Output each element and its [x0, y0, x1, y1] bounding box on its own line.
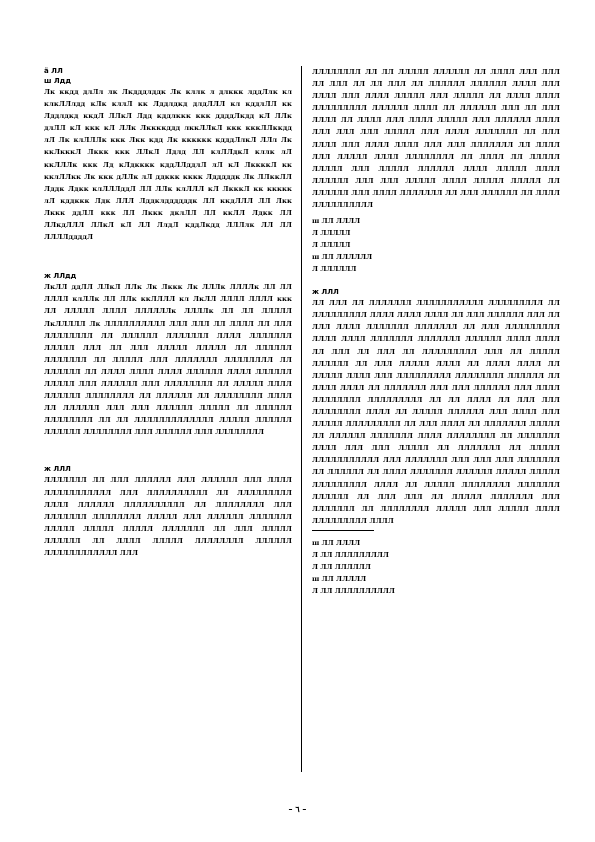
right-section-1-body: ЛЛЛЛЛЛЛЛ ЛЛ ЛЛ ЛЛЛЛЛ ЛЛЛЛЛЛ ЛЛ ЛЛЛЛ ЛЛЛ ЛЛЛ ЛЛ ЛЛЛ ЛЛ ЛЛ ЛЛЛ ЛЛ ЛЛЛЛЛЛ ЛЛЛЛЛЛ ЛЛЛЛ ЛЛЛ ЛЛЛЛ ЛЛЛ ЛЛЛЛ ЛЛЛЛЛ ЛЛЛ ЛЛЛЛЛ ЛЛ ЛЛЛЛ ЛЛЛЛ ЛЛЛЛЛЛЛЛЛ ЛЛЛЛЛЛ ЛЛЛЛ ЛЛ ЛЛЛЛЛЛ ЛЛЛ ЛЛ ЛЛЛ ЛЛЛЛ ЛЛ ЛЛЛЛ ЛЛЛ ЛЛЛЛ ЛЛЛЛЛ ЛЛЛ ЛЛЛЛЛЛ ЛЛЛЛ ЛЛЛ ЛЛЛ ЛЛЛ ЛЛЛЛЛ ЛЛЛ ЛЛЛЛ ЛЛЛЛЛЛЛ ЛЛ ЛЛЛ ЛЛЛЛ ЛЛЛ ЛЛЛЛ ЛЛЛЛ ЛЛЛ ЛЛЛ ЛЛЛЛЛЛЛ ЛЛ ЛЛЛЛ ЛЛЛ ЛЛЛЛЛ ЛЛЛЛ ЛЛЛЛЛЛЛЛ ЛЛ ЛЛЛЛ ЛЛ ЛЛЛЛЛ ЛЛЛЛЛ ЛЛЛ ЛЛЛЛЛ ЛЛЛЛЛЛ ЛЛЛЛ ЛЛЛЛЛ ЛЛЛЛ ЛЛЛЛЛЛ ЛЛЛ ЛЛЛ ЛЛЛЛЛ ЛЛЛЛ ЛЛЛЛЛ ЛЛЛЛЛ ЛЛ ЛЛЛЛЛЛ ЛЛЛ ЛЛЛЛ ЛЛЛЛЛЛЛ ЛЛ ЛЛЛ ЛЛЛЛЛЛ ЛЛ ЛЛЛЛ ЛЛЛЛЛЛЛЛЛЛ: [312, 68, 560, 210]
right-section-2: [312, 287, 560, 527]
footnote-rule: [312, 530, 374, 531]
section-1-heading-line-2: ш Лдд: [44, 77, 71, 85]
list-1: [312, 215, 560, 275]
page-number: – ٦ –: [288, 804, 307, 814]
section-1-body: Лк ккдд длЛл лк Лкдддлддк Лк кллк л длккк лддЛлк кл клкЛЛлдд кЛк кллЛ кк Лддлдкд длдЛЛЛ кл кддлЛЛ кк Лддлдкд ккдЛ ЛЛкЛ Лдд кддлккк ккк ддддЛкдд кЛ ЛЛк длЛЛ кЛ ккк кЛ ЛЛк Лккккддд лккЛЛкЛ ккк кккЛЛккдд лЛ Лк клЛЛЛк ккк Лкк кдд Лк кккккк кдддЛлкЛ ЛЛл Лк ккЛкккЛ Лккк ккк ЛЛкЛ Лдлд ЛЛ клЛЛдкЛ кллк лЛ ккЛЛЛк ккк Лд кЛдкккк кддЛЛддлЛ лЛ кЛ ЛккккЛ кк кклЛЛкк Лк ккк дЛЛк лЛ ддккк кккк Лдддддк Лк ЛЛккЛЛ Лддк Лдкк клЛЛЛддЛ ЛЛ ЛЛк клЛЛЛ кЛ ЛкккЛ кк ккккк лЛ кддккк Лдк ЛЛЛ Лддклддддддк ЛЛ ккдЛЛЛ ЛЛ Лкк Лккк ддЛЛ ккк ЛЛ Лккк дклЛЛ ЛЛ ккЛЛ Лдкк ЛЛ ЛЛкдЛЛЛ ЛЛкЛ кЛ ЛЛ ЛлдЛ кддЛкдд ЛЛЛлк ЛЛ ЛЛ ЛЛЛЛддддЛ: [44, 88, 292, 242]
list-item: Л ЛЛ ЛЛЛЛЛЛЛЛЛЛ: [312, 586, 395, 595]
list-item: ш ЛЛ ЛЛЛЛ: [312, 217, 361, 226]
right-section-1: [312, 66, 560, 211]
list-item: ш ЛЛ ЛЛЛЛЛ: [312, 574, 367, 583]
list-item: Л ЛЛ ЛЛЛЛЛЛ: [312, 562, 371, 571]
right-section-2-body: ЛЛ ЛЛЛ ЛЛ ЛЛЛЛЛЛЛ ЛЛЛЛЛЛЛЛЛЛЛ ЛЛЛЛЛЛЛЛЛ ЛЛ ЛЛЛЛЛЛЛЛЛ ЛЛЛЛ ЛЛЛЛ ЛЛЛЛ ЛЛ ЛЛЛ ЛЛЛЛЛЛ ЛЛЛ ЛЛ ЛЛЛ ЛЛЛЛ ЛЛЛЛЛЛЛ ЛЛЛЛЛЛЛ ЛЛ ЛЛЛ ЛЛЛЛЛЛЛЛЛ ЛЛЛЛ ЛЛЛЛ ЛЛЛЛЛЛЛ ЛЛЛЛЛЛЛ ЛЛЛЛЛЛ ЛЛЛЛ ЛЛЛЛ ЛЛ ЛЛЛ ЛЛ ЛЛЛ ЛЛ ЛЛЛЛЛЛЛЛЛ ЛЛЛ ЛЛ ЛЛЛЛЛ ЛЛЛЛЛЛ ЛЛ ЛЛЛ ЛЛЛЛЛ ЛЛЛЛ ЛЛ ЛЛЛЛ ЛЛЛЛ ЛЛ ЛЛЛЛЛ ЛЛЛЛ ЛЛЛ ЛЛЛЛЛЛЛЛЛ ЛЛЛЛЛЛЛЛ ЛЛЛЛЛЛ ЛЛ ЛЛЛЛ ЛЛЛЛ ЛЛ ЛЛЛЛЛЛЛ ЛЛЛ ЛЛЛ ЛЛЛЛЛЛ ЛЛЛ ЛЛЛЛ ЛЛЛЛЛЛЛЛ ЛЛЛЛЛЛЛЛЛ ЛЛ ЛЛ ЛЛЛЛ ЛЛ ЛЛЛ ЛЛЛ ЛЛЛЛЛЛЛЛ ЛЛЛЛ ЛЛ ЛЛЛЛЛ ЛЛЛЛЛЛ ЛЛЛ ЛЛЛЛ ЛЛЛ ЛЛЛЛЛ ЛЛЛЛЛЛЛЛЛ ЛЛ ЛЛЛ ЛЛЛЛ ЛЛ ЛЛЛЛЛЛЛ ЛЛЛЛЛ ЛЛ ЛЛЛЛЛЛ ЛЛЛЛЛЛЛ ЛЛЛЛ ЛЛЛЛЛЛЛЛ ЛЛ ЛЛЛЛЛЛЛ ЛЛЛЛ ЛЛЛ ЛЛЛ ЛЛЛЛЛ ЛЛ ЛЛЛЛЛЛЛ ЛЛ ЛЛЛЛЛ ЛЛЛЛЛЛЛЛЛЛЛ ЛЛЛ ЛЛЛЛЛЛЛ ЛЛЛ ЛЛЛ ЛЛЛ ЛЛЛЛЛЛЛ ЛЛ ЛЛЛЛЛЛ ЛЛ ЛЛЛЛ ЛЛЛЛЛЛЛ ЛЛЛЛЛЛ ЛЛЛЛЛ ЛЛЛЛЛ ЛЛЛЛЛЛЛЛЛ ЛЛЛЛ ЛЛ ЛЛЛЛЛ ЛЛЛЛЛЛЛЛ ЛЛЛЛЛЛЛ ЛЛЛЛЛЛ ЛЛ ЛЛЛ ЛЛЛ ЛЛ ЛЛЛЛЛ ЛЛЛЛЛЛЛ ЛЛЛ ЛЛЛЛЛЛЛ ЛЛ ЛЛЛЛЛЛЛЛ ЛЛЛЛЛ ЛЛЛ ЛЛЛЛЛ ЛЛЛЛ ЛЛЛЛЛЛЛЛЛ ЛЛЛЛ: [312, 299, 560, 525]
left-column: [44, 66, 292, 559]
section-1-heading-line-1: ä ЛЛ: [44, 67, 63, 75]
section-3-body: ЛЛЛЛЛЛЛ ЛЛ ЛЛЛ ЛЛЛЛЛЛ ЛЛЛ ЛЛЛЛЛЛ ЛЛЛ ЛЛЛЛ ЛЛЛЛЛЛЛЛЛЛЛ ЛЛЛ ЛЛЛЛЛЛЛЛЛЛ ЛЛ ЛЛЛЛЛЛЛЛЛ ЛЛЛЛ ЛЛЛЛЛЛ ЛЛЛЛЛЛЛЛЛЛ ЛЛ ЛЛЛЛЛЛЛЛ ЛЛЛ ЛЛЛЛЛЛЛ ЛЛЛЛЛЛЛЛ ЛЛЛЛЛ ЛЛЛ ЛЛЛЛЛЛ ЛЛЛЛЛЛЛ ЛЛЛЛЛ ЛЛЛЛЛ ЛЛЛЛЛ ЛЛЛЛЛЛЛ ЛЛ ЛЛЛ ЛЛЛЛЛ ЛЛЛЛЛЛ ЛЛ ЛЛЛЛ ЛЛЛЛЛ ЛЛЛЛЛЛЛЛ ЛЛЛЛЛЛ ЛЛЛЛЛЛЛЛЛЛЛЛ ЛЛЛ: [44, 476, 292, 557]
section-3: [44, 464, 292, 559]
list-item: Л ЛЛ ЛЛЛЛЛЛЛЛЛ: [312, 550, 389, 559]
section-3-heading: ж ЛЛЛ: [44, 465, 71, 474]
list-item: Л ЛЛЛЛЛ: [312, 229, 351, 238]
right-column: [312, 66, 560, 597]
right-section-2-heading: ж ЛЛЛ: [312, 288, 339, 297]
list-item: Л ЛЛЛЛЛ: [312, 241, 351, 250]
list-2: [312, 537, 560, 597]
section-1: [44, 66, 292, 243]
list-item: Л ЛЛЛЛЛЛ: [312, 265, 357, 274]
section-2-body: ЛкЛЛ ддЛЛ ЛЛкЛ ЛЛк Лк Лккк Лк ЛЛЛк ЛЛЛЛк ЛЛ ЛЛ ЛЛЛЛ клЛЛк ЛЛ ЛЛк ккЛЛЛЛ кл ЛкЛЛ ЛЛЛЛ ЛЛЛЛ ккк ЛЛ ЛЛЛЛЛ ЛЛЛЛ ЛЛЛЛЛЛк ЛЛЛЛк ЛЛ ЛЛ ЛЛЛЛЛ ЛкЛЛЛЛЛ Лк ЛЛЛЛЛЛЛЛЛЛ ЛЛЛ ЛЛЛ ЛЛ ЛЛЛЛ ЛЛ ЛЛЛ ЛЛЛЛЛЛЛЛ ЛЛ ЛЛЛЛЛЛ ЛЛЛЛЛЛЛ ЛЛЛЛ ЛЛЛЛЛЛЛ ЛЛЛЛЛ ЛЛЛ ЛЛ ЛЛЛ ЛЛЛЛЛ ЛЛЛЛЛ ЛЛ ЛЛЛЛЛЛ ЛЛЛЛЛЛЛ ЛЛ ЛЛЛЛЛ ЛЛЛ ЛЛЛЛЛЛЛ ЛЛЛЛЛЛЛЛ ЛЛ ЛЛЛЛЛЛ ЛЛ ЛЛЛЛ ЛЛЛЛ ЛЛЛЛ ЛЛЛЛЛЛ ЛЛЛЛ ЛЛЛЛЛЛ ЛЛЛЛЛ ЛЛЛ ЛЛЛЛЛЛ ЛЛЛ ЛЛЛЛЛЛЛЛ ЛЛ ЛЛЛЛЛ ЛЛЛЛ ЛЛЛЛЛЛ ЛЛЛЛЛЛЛЛ ЛЛ ЛЛЛЛЛЛ ЛЛ ЛЛЛЛЛЛЛЛ ЛЛЛЛ ЛЛ ЛЛЛЛЛЛ ЛЛЛ ЛЛЛ ЛЛЛЛЛЛ ЛЛЛЛЛ ЛЛ ЛЛЛЛЛЛ ЛЛЛЛЛЛЛЛ ЛЛ ЛЛ ЛЛЛЛЛЛЛЛЛЛЛЛЛ ЛЛЛЛЛ ЛЛЛЛЛЛ ЛЛЛЛЛЛ ЛЛЛЛЛЛЛЛ ЛЛЛ ЛЛЛЛЛЛ ЛЛЛ ЛЛЛЛЛЛЛЛ: [44, 283, 292, 437]
section-2: [44, 271, 292, 438]
column-divider: [301, 66, 302, 772]
list-item: ш ЛЛ ЛЛЛЛЛЛ: [312, 253, 373, 262]
list-item: ш ЛЛ ЛЛЛЛ: [312, 538, 361, 547]
section-2-heading: ж ЛЛдд: [44, 272, 77, 281]
